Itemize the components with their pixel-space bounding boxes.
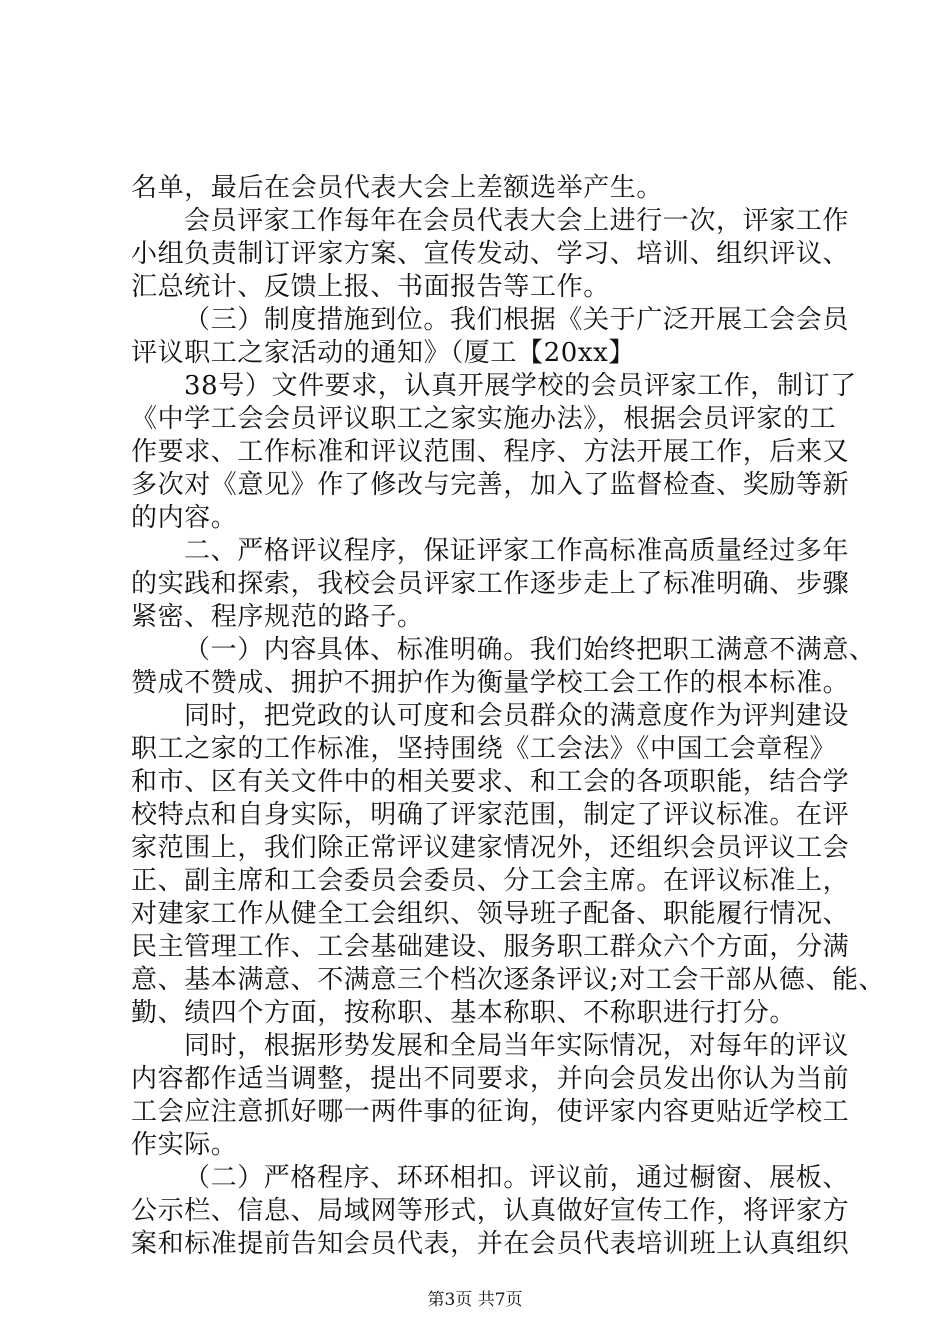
text-line: 对建家工作从健全工会组织、领导班子配备、职能履行情况、 <box>131 899 850 929</box>
text-line: 二、严格评议程序，保证评家工作高标准高质量经过多年 <box>184 536 850 566</box>
text-line: 同时，把党政的认可度和会员群众的满意度作为评判建设 <box>184 701 850 731</box>
text-line: （三）制度措施到位。我们根据《关于广泛开展工会会员 <box>184 305 850 335</box>
text-line: 意、基本满意、不满意三个档次逐条评议;对工会干部从德、能、 <box>131 965 886 995</box>
text-line: 赞成不赞成、拥护不拥护作为衡量学校工会工作的根本标准。 <box>131 668 850 698</box>
text-line: 的内容。 <box>131 503 238 533</box>
text-line: 和市、区有关文件中的相关要求、和工会的各项职能，结合学 <box>131 767 850 797</box>
text-line: 紧密、程序规范的路子。 <box>131 602 424 632</box>
text-line: 《中学工会会员评议职工之家实施办法》，根据会员评家的工 <box>131 404 837 434</box>
text-line: 校特点和自身实际，明确了评家范围，制定了评议标准。在评 <box>131 800 850 830</box>
text-line: 案和标准提前告知会员代表，并在会员代表培训班上认真组织 <box>131 1229 850 1259</box>
text-line: 作要求、工作标准和评议范围、程序、方法开展工作，后来又 <box>131 437 850 467</box>
text-line: 作实际。 <box>131 1130 238 1160</box>
text-line: （二）严格程序、环环相扣。评议前，通过橱窗、展板、 <box>184 1163 850 1193</box>
text-line: 民主管理工作、工会基础建设、服务职工群众六个方面，分满 <box>131 932 850 962</box>
text-line: 职工之家的工作标准，坚持围绕《工会法》《中国工会章程》 <box>131 734 837 764</box>
text-line: 的实践和探索，我校会员评家工作逐步走上了标准明确、步骤 <box>131 569 850 599</box>
text-line: 内容都作适当调整，提出不同要求，并向会员发出你认为当前 <box>131 1064 850 1094</box>
text-line: 家范围上，我们除正常评议建家情况外，还组织会员评议工会 <box>131 833 850 863</box>
text-line: 勤、绩四个方面，按称职、基本称职、不称职进行打分。 <box>131 998 797 1028</box>
text-line: 公示栏、信息、局域网等形式，认真做好宣传工作，将评家方 <box>131 1196 850 1226</box>
text-line: 同时，根据形势发展和全局当年实际情况，对每年的评议 <box>184 1031 850 1061</box>
text-line: 会员评家工作每年在会员代表大会上进行一次，评家工作 <box>184 206 850 236</box>
page-number: 第3页 共7页 <box>427 1290 523 1310</box>
text-line: 名单，最后在会员代表大会上差额选举产生。 <box>131 173 664 203</box>
text-line: 小组负责制订评家方案、宣传发动、学习、培训、组织评议、 <box>131 239 850 269</box>
text-line: 工会应注意抓好哪一两件事的征询，使评家内容更贴近学校工 <box>131 1097 850 1127</box>
text-line: （一）内容具体、标准明确。我们始终把职工满意不满意、 <box>184 635 876 665</box>
text-line: 汇总统计、反馈上报、书面报告等工作。 <box>131 272 610 302</box>
text-line: 38号）文件要求，认真开展学校的会员评家工作，制订了 <box>184 371 857 401</box>
text-line: 评议职工之家活动的通知》（厦工【20xx】 <box>131 338 636 368</box>
text-line: 正、副主席和工会委员会委员、分工会主席。在评议标准上， <box>131 866 850 896</box>
text-line: 多次对《意见》作了修改与完善，加入了监督检查、奖励等新 <box>131 470 850 500</box>
